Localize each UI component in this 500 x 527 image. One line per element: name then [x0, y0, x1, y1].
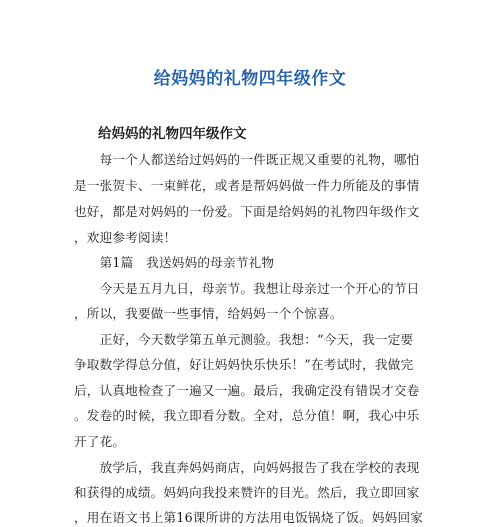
body-line: ，欢迎参考阅读！ [74, 230, 177, 245]
body-line: 放学后，我直奔妈妈商店，向妈妈报告了我在学校的表现 [74, 460, 420, 475]
body-line: 后，认真地检查了一遍又一遍。最后，我确定没有错误才交卷 [74, 383, 420, 398]
body-line: 也好，都是对妈妈的一份爱。下面是给妈妈的礼物四年级作文 [74, 204, 420, 219]
page-title: 给妈妈的礼物四年级作文 [153, 69, 347, 89]
body-line: 和获得的成绩。妈妈向我投来赞许的目光。然后，我立即回家 [74, 485, 420, 500]
article-heading: 给妈妈的礼物四年级作文 [98, 126, 247, 142]
body-line: ，用在语文书上第16课所讲的方法用电饭锅烧了饭。妈妈回家 [74, 510, 424, 525]
body-line: 今天是五月九日，母亲节。我想让母亲过一个开心的节日 [74, 281, 420, 296]
body-line: 。发卷的时候，我立即看分数。全对，总分值！啊，我心中乐 [74, 408, 420, 423]
body-line: 是一张贺卡、一束鲜花，或者是帮妈妈做一件力所能及的事情 [74, 178, 420, 193]
body-line: 开了花。 [74, 434, 126, 449]
body-line: ，所以，我要做一些事情，给妈妈一个个惊喜。 [74, 306, 343, 321]
section-heading: 第1篇 我送妈妈的母亲节礼物 [74, 255, 275, 270]
body-line: 争取数学得总分值，好让妈妈快乐快乐！”在考试时，我做完 [74, 357, 414, 372]
body-line: 正好，今天数学第五单元测验。我想：“今天，我一定要 [74, 332, 414, 347]
body-line: 每一个人都送给过妈妈的一件既正规又重要的礼物，哪怕 [74, 152, 420, 167]
